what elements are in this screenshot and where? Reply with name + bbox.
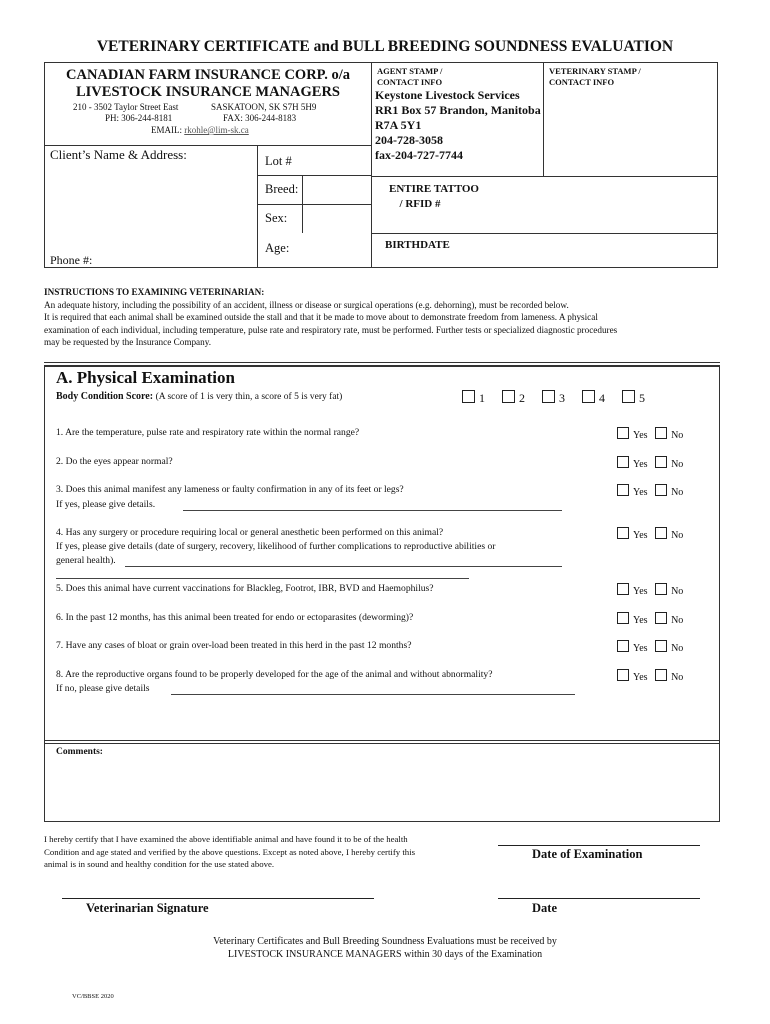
lot-label: Lot # [265,154,292,168]
question-5: 5. Does this animal have current vaccinations for Blackleg, Footrot, IBR, BVD and Haemophilus? [56,583,434,594]
bcs-score-3: 3 [559,391,565,405]
q3-yes-checkbox[interactable] [617,484,629,496]
agent-contact-header: CONTACT INFO [377,77,443,87]
company-fax: FAX: 306-244-8183 [223,113,297,123]
q5-yes-checkbox[interactable] [617,583,629,595]
question-8-details: If no, please give details [56,683,150,694]
q5-yes-label: Yes [633,586,648,597]
q8-details-line[interactable] [171,694,575,695]
bcs-note: (A score of 1 is very thin, a score of 5 is very fat) [155,392,343,402]
q7-yes-checkbox[interactable] [617,640,629,652]
vet-signature-label: Veterinarian Signature [86,901,209,915]
certify-line3: animal is in sound and healthy condition for the use stated above. [44,859,275,869]
q4-yes-checkbox[interactable] [617,527,629,539]
q6-no-label: No [671,615,684,626]
agent-line1: Keystone Livestock Services [375,88,520,102]
q4-details-line-2[interactable] [56,578,469,579]
email-link[interactable]: rkohle@lim-sk.ca [184,125,249,135]
phone-label: Phone #: [50,253,93,267]
question-7: 7. Have any cases of bloat or grain over-load been treated in this herd in the past 12 months? [56,640,412,651]
vet-stamp-header: VETERINARY STAMP / [549,66,641,76]
q4-details-line[interactable] [125,566,562,567]
question-3: 3. Does this animal manifest any lameness or faulty confirmation in any of its feet or legs? [56,484,404,495]
agent-line2: RR1 Box 57 Brandon, Manitoba [375,103,541,117]
date-label: Date [532,901,557,915]
q1-no-checkbox[interactable] [655,427,667,439]
q1-yes-label: Yes [633,430,648,441]
question-4: 4. Has any surgery or procedure requiring local or general anesthetic been performed on this animal? [56,527,444,538]
page-title: VETERINARY CERTIFICATE and BULL BREEDING SOUNDNESS EVALUATION [96,38,674,55]
q2-no-checkbox[interactable] [655,456,667,468]
footer-line2: LIVESTOCK INSURANCE MANAGERS within 30 days of the Examination [227,949,543,960]
instructions-heading: INSTRUCTIONS TO EXAMINING VETERINARIAN: [44,287,265,297]
tattoo-label: ENTIRE TATTOO [389,183,479,195]
bcs-score-1: 1 [479,391,485,405]
question-4-details: If yes, please give details (date of surgery, recovery, likelihood of further complications to reproductive abilities or [56,541,496,552]
bcs-checkbox-5[interactable] [622,390,635,403]
bcs-checkbox-3[interactable] [542,390,555,403]
q2-yes-checkbox[interactable] [617,456,629,468]
company-address: 210 - 3502 Taylor Street East [73,102,179,112]
email-label: EMAIL: [151,125,182,135]
q2-yes-label: Yes [633,459,648,470]
question-4-details-cont: general health). [56,555,116,566]
question-2: 2. Do the eyes appear normal? [56,456,173,467]
bcs-checkbox-1[interactable] [462,390,475,403]
agent-line4: 204-728-3058 [375,133,443,147]
breed-label: Breed: [265,182,299,196]
bcs-score-5: 5 [639,391,645,405]
date-of-exam-line[interactable] [498,845,700,846]
agent-line3: R7A 5Y1 [375,118,422,132]
q5-no-label: No [671,586,684,597]
q7-no-checkbox[interactable] [655,640,667,652]
bcs-checkbox-4[interactable] [582,390,595,403]
bcs-score-4: 4 [599,391,605,405]
vet-signature-line[interactable] [62,898,374,899]
q8-no-label: No [671,672,684,683]
q7-no-label: No [671,643,684,654]
bcs-score-2: 2 [519,391,525,405]
q4-no-checkbox[interactable] [655,527,667,539]
footer-line1: Veterinary Certificates and Bull Breeding Soundness Evaluations must be received by [213,936,557,947]
q7-yes-label: Yes [633,643,648,654]
q8-no-checkbox[interactable] [655,669,667,681]
rfid-label: / RFID # [399,198,441,210]
q6-no-checkbox[interactable] [655,612,667,624]
instructions-line2: It is required that each animal shall be examined outside the stall and that it be made to move about to demonstrate freedom from lameness. A physical [44,312,598,322]
date-line[interactable] [498,898,700,899]
q3-details-line[interactable] [183,510,562,511]
section-a-heading: A. Physical Examination [56,368,235,387]
form-code: VC/BBSE 2020 [72,993,114,1000]
q1-no-label: No [671,430,684,441]
instructions-line1: An adequate history, including the possibility of an accident, illness or disease or surgical operations (e.g. dehorning), must be recorded below. [44,299,569,310]
instructions-line3: examination of each individual, including temperature, pulse rate and respiratory rate, must be performed. Further tests or specialized diagnostic procedures [44,324,618,335]
age-label: Age: [265,241,290,255]
q1-yes-checkbox[interactable] [617,427,629,439]
bcs-checkbox-2[interactable] [502,390,515,403]
agent-line5: fax-204-727-7744 [375,148,463,162]
q3-no-checkbox[interactable] [655,484,667,496]
q6-yes-checkbox[interactable] [617,612,629,624]
company-name-line2: LIVESTOCK INSURANCE MANAGERS [75,84,340,100]
question-1: 1. Are the temperature, pulse rate and respiratory rate within the normal range? [56,427,360,438]
header-box [44,62,718,268]
vet-contact-header: CONTACT INFO [549,77,615,87]
instructions-line4: may be requested by the Insurance Company. [44,337,212,347]
q3-no-label: No [671,487,684,498]
birthdate-label: BIRTHDATE [385,239,450,251]
q3-yes-label: Yes [633,487,648,498]
question-6: 6. In the past 12 months, has this animal been treated for endo or ectoparasites (deworming)? [56,612,414,623]
certify-line1: I hereby certify that I have examined the above identifiable animal and have found it to be of the health [44,834,408,844]
company-phone: PH: 306-244-8181 [105,113,173,123]
q4-yes-label: Yes [633,530,648,541]
question-3-details: If yes, please give details. [56,499,156,510]
comments-area[interactable] [46,760,718,820]
q2-no-label: No [671,459,684,470]
company-city: SASKATOON, SK S7H 5H9 [211,102,317,112]
company-name-line1: CANADIAN FARM INSURANCE CORP. o/a [66,67,350,83]
q8-yes-checkbox[interactable] [617,669,629,681]
date-of-exam-label: Date of Examination [532,847,643,861]
certify-line2: Condition and age stated and verified by the above questions. Except as noted above, I hereby certify this [44,846,416,857]
bcs-label: Body Condition Score: [56,391,154,402]
q8-yes-label: Yes [633,672,648,683]
q5-no-checkbox[interactable] [655,583,667,595]
sex-label: Sex: [265,211,288,225]
comments-label: Comments: [56,747,103,757]
q4-no-label: No [671,530,684,541]
q6-yes-label: Yes [633,615,648,626]
agent-stamp-header: AGENT STAMP / [377,66,443,76]
question-8: 8. Are the reproductive organs found to be properly developed for the age of the animal and without abnormality? [56,669,493,680]
client-name-label: Client’s Name & Address: [50,147,187,162]
